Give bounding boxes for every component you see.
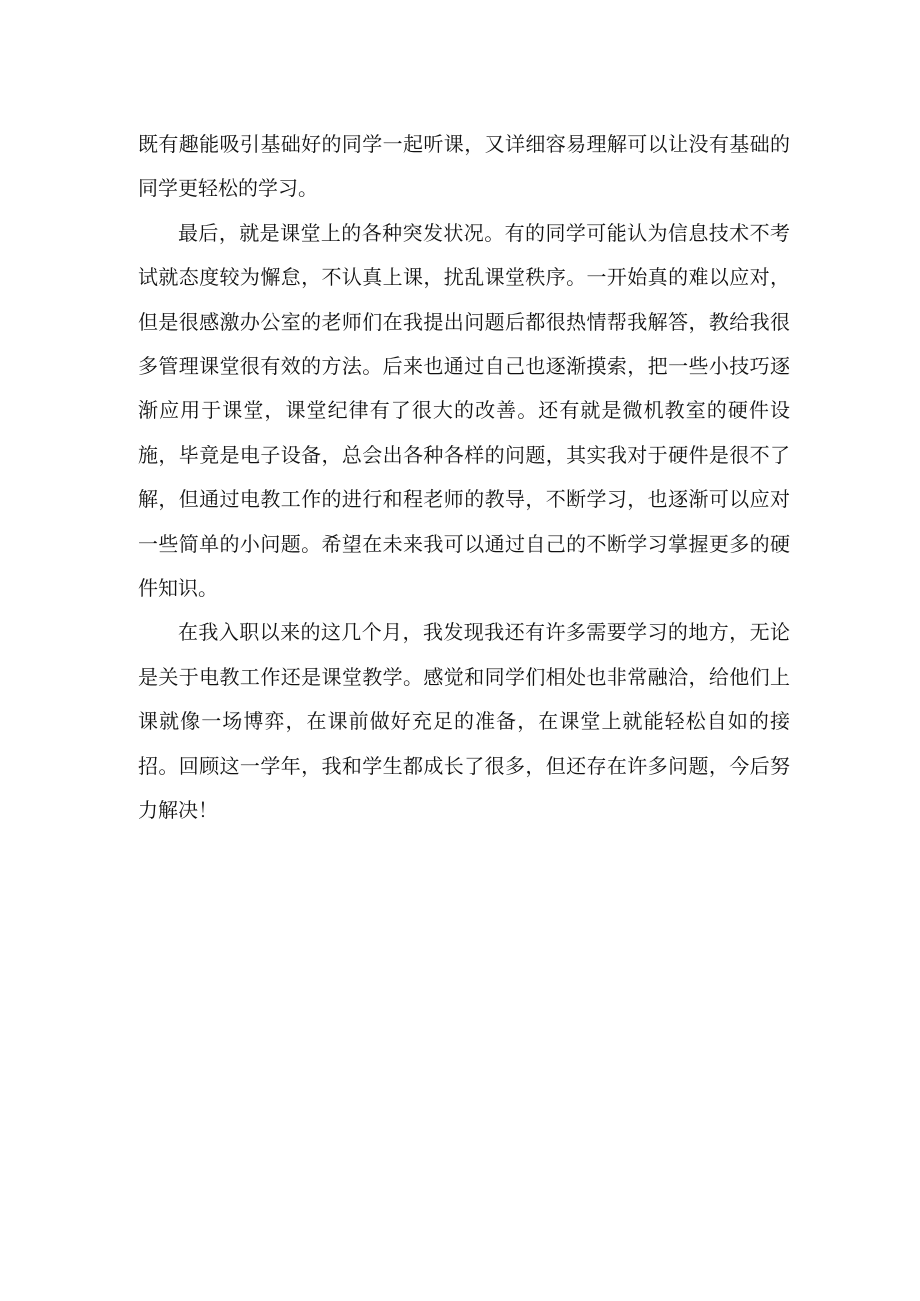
paragraph-classroom-situations: 最后，就是课堂上的各种突发状况。有的同学可能认为信息技术不考试就态度较为懈怠，不认真上课，扰乱课堂秩序。一开始真的难以应对，但是很感激办公室的老师们在我提出问题后都很热情帮我解答，教给我很多管理课堂很有效的方法。后来也通过自己也逐渐摸索，把一些小技巧逐渐应用于课堂，课堂纪律有了很大的改善。还有就是微机教室的硬件设施，毕竟是电子设备，总会出各种各样的问题，其实我对于硬件是很不了解，但通过电教工作的进行和程老师的教导，不断学习，也逐渐可以应对一些简单的小问题。希望在未来我可以通过自己的不断学习掌握更多的硬件知识。	[138, 220, 790, 601]
paragraph-continued: 既有趣能吸引基础好的同学一起听课，又详细容易理解可以让没有基础的同学更轻松的学习。	[138, 132, 790, 201]
paragraph-conclusion: 在我入职以来的这几个月，我发现我还有许多需要学习的地方，无论是关于电教工作还是课堂教学。感觉和同学们相处也非常融洽，给他们上课就像一场博弈，在课前做好充足的准备，在课堂上就能轻松自如的接招。回顾这一学年，我和学生都成长了很多，但还存在许多问题，今后努力解决！	[138, 620, 790, 823]
document-body	[138, 122, 790, 833]
